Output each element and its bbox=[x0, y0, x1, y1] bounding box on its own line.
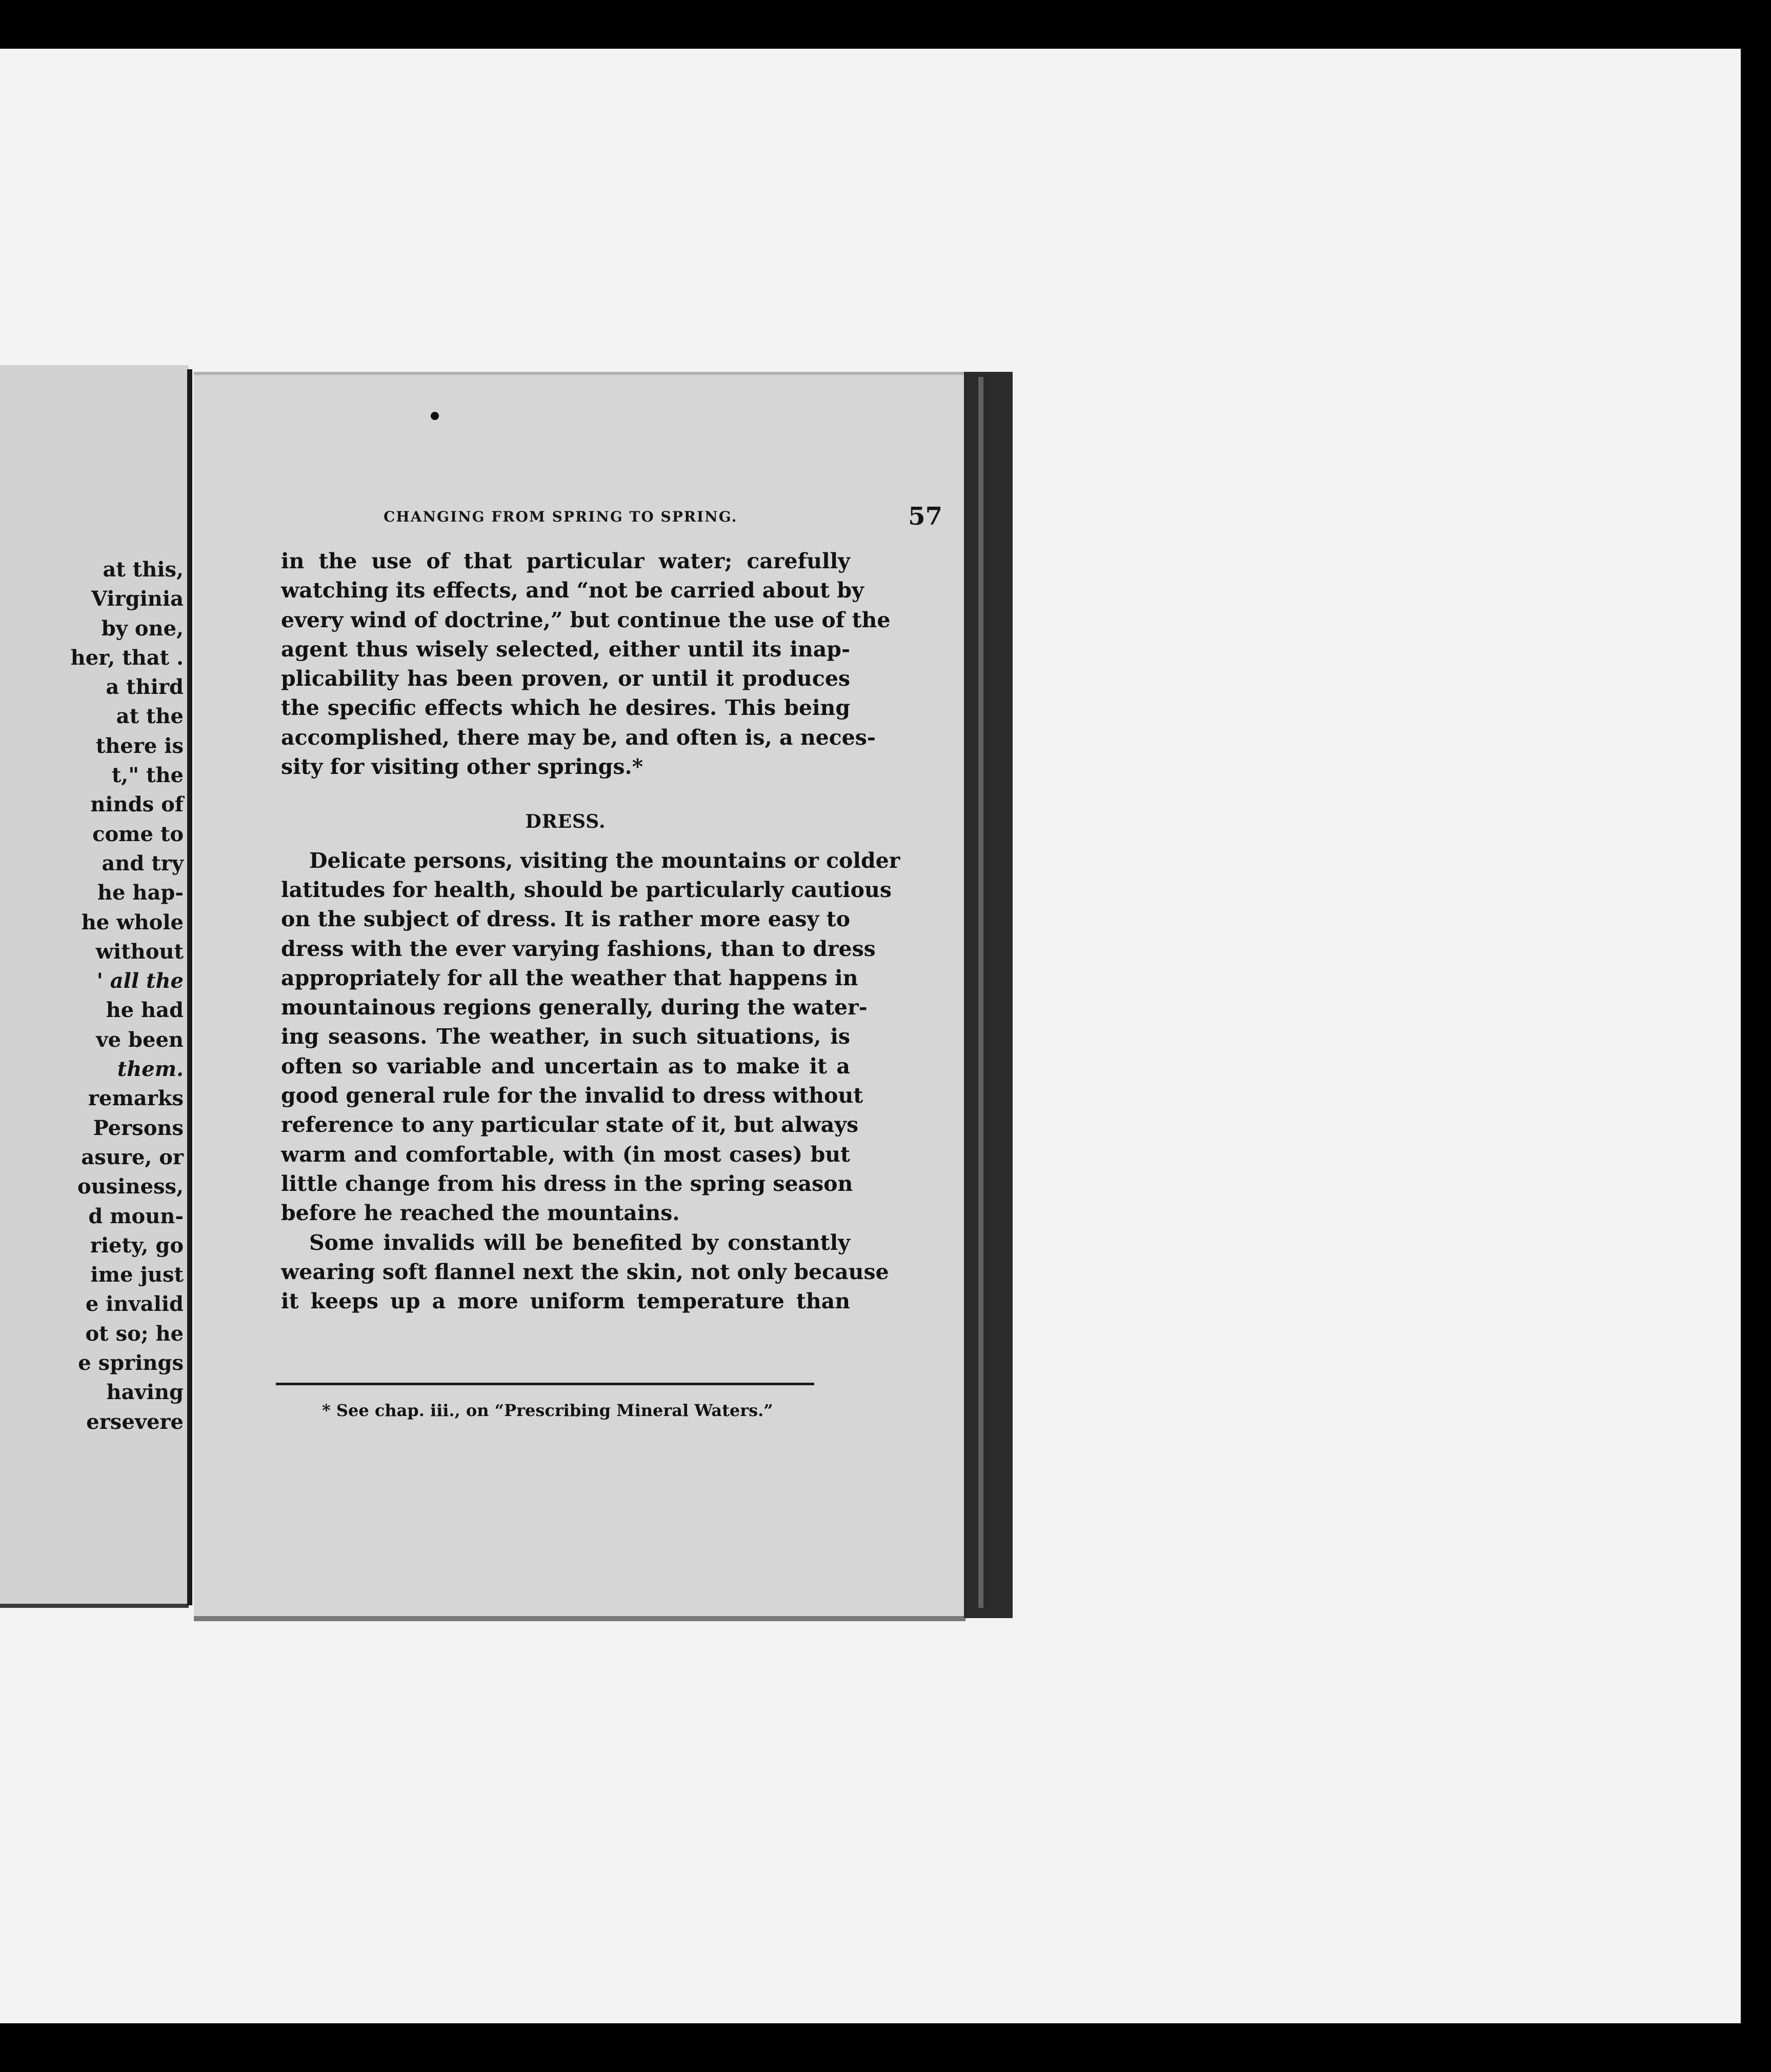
text-line: Some invalids will be benefited by constantly bbox=[309, 1230, 850, 1255]
text-line: ing seasons. The weather, in such situations, is bbox=[281, 1024, 850, 1049]
left-line: come to bbox=[92, 822, 184, 846]
left-line: ninds of bbox=[90, 792, 184, 817]
left-line: Virginia bbox=[91, 587, 184, 611]
paragraph-flannel bbox=[281, 1228, 889, 1317]
book-fore-edge-highlight bbox=[978, 377, 983, 1608]
footnote: * See chap. iii., on “Prescribing Mineral Waters.” bbox=[322, 1401, 773, 1420]
text-line: on the subject of dress. It is rather more easy to bbox=[281, 907, 850, 932]
left-line: he hap- bbox=[97, 881, 184, 905]
text-line: it keeps up a more uniform temperature than bbox=[281, 1289, 850, 1314]
left-line: asure, or bbox=[81, 1145, 184, 1169]
right-page bbox=[194, 372, 965, 1621]
text-line: often so variable and uncertain as to make it a bbox=[281, 1053, 850, 1079]
left-line: Persons bbox=[93, 1115, 184, 1140]
text-line: latitudes for health, should be particularly cautious bbox=[281, 877, 892, 902]
left-line: without bbox=[95, 939, 184, 964]
text-line: dress with the ever varying fashions, than to dress bbox=[281, 936, 876, 961]
text-line: reference to any particular state of it, but always bbox=[281, 1112, 859, 1138]
footnote-rule bbox=[276, 1383, 814, 1385]
paragraph-dress bbox=[281, 846, 900, 1228]
text-line: appropriately for all the weather that happens in bbox=[281, 965, 858, 990]
left-line: ousiness, bbox=[77, 1174, 184, 1199]
text-line: before he reached the mountains. bbox=[281, 1201, 680, 1226]
left-line: ve been bbox=[96, 1027, 184, 1052]
left-line: riety, go bbox=[90, 1233, 184, 1258]
text-line: wearing soft flannel next the skin, not only because bbox=[281, 1259, 889, 1284]
book-spine-gutter bbox=[187, 369, 192, 1605]
left-line: e invalid bbox=[85, 1292, 184, 1317]
left-line: ime just bbox=[90, 1263, 184, 1287]
left-line: a third bbox=[106, 675, 184, 700]
text-line: sity for visiting other springs.* bbox=[281, 754, 643, 780]
book-fore-edge bbox=[964, 372, 1013, 1618]
left-page-text bbox=[71, 555, 184, 1437]
section-heading: DRESS. bbox=[525, 811, 606, 833]
left-line: her, that . bbox=[70, 645, 184, 670]
text-line: every wind of doctrine,” but continue the use of the bbox=[281, 607, 891, 632]
left-line: there is bbox=[95, 733, 184, 758]
text-line: good general rule for the invalid to dress without bbox=[281, 1083, 863, 1108]
running-title: CHANGING FROM SPRING TO SPRING. bbox=[384, 508, 738, 525]
left-page bbox=[0, 365, 189, 1608]
left-line: d moun- bbox=[88, 1204, 184, 1228]
left-line: he whole bbox=[81, 910, 184, 934]
left-line: at this, bbox=[103, 557, 184, 582]
left-line: e springs bbox=[78, 1351, 184, 1376]
left-line: t," the bbox=[111, 763, 184, 788]
text-line: little change from his dress in the spring season bbox=[281, 1171, 853, 1196]
text-line: warm and comfortable, with (in most cases) but bbox=[281, 1142, 850, 1167]
page-body bbox=[281, 547, 900, 1316]
left-line: ersevere bbox=[86, 1409, 184, 1434]
left-line: remarks bbox=[88, 1086, 184, 1111]
text-line: mountainous regions generally, during the water- bbox=[281, 995, 868, 1020]
text-line: in the use of that particular water; carefully bbox=[281, 549, 850, 573]
page-number: 57 bbox=[908, 502, 942, 531]
left-line: ' all the bbox=[96, 969, 184, 993]
left-line: having bbox=[106, 1380, 184, 1405]
text-line: watching its effects, and “not be carried about by bbox=[281, 578, 864, 603]
ink-speck bbox=[431, 412, 439, 420]
left-line: and try bbox=[102, 851, 184, 875]
text-line: agent thus wisely selected, either until its inap- bbox=[281, 636, 850, 662]
text-line: Delicate persons, visiting the mountains or colder bbox=[309, 848, 900, 873]
left-line: them. bbox=[117, 1057, 184, 1082]
left-line: ot so; he bbox=[85, 1321, 184, 1346]
left-line: he had bbox=[106, 998, 184, 1023]
text-line: accomplished, there may be, and often is, a neces- bbox=[281, 725, 876, 750]
paragraph-continued bbox=[281, 547, 891, 782]
running-head bbox=[384, 502, 942, 533]
text-line: the specific effects which he desires. This being bbox=[281, 695, 850, 721]
left-line: at the bbox=[116, 704, 184, 729]
text-line: plicability has been proven, or until it produces bbox=[281, 666, 850, 691]
left-line: by one, bbox=[101, 616, 184, 641]
